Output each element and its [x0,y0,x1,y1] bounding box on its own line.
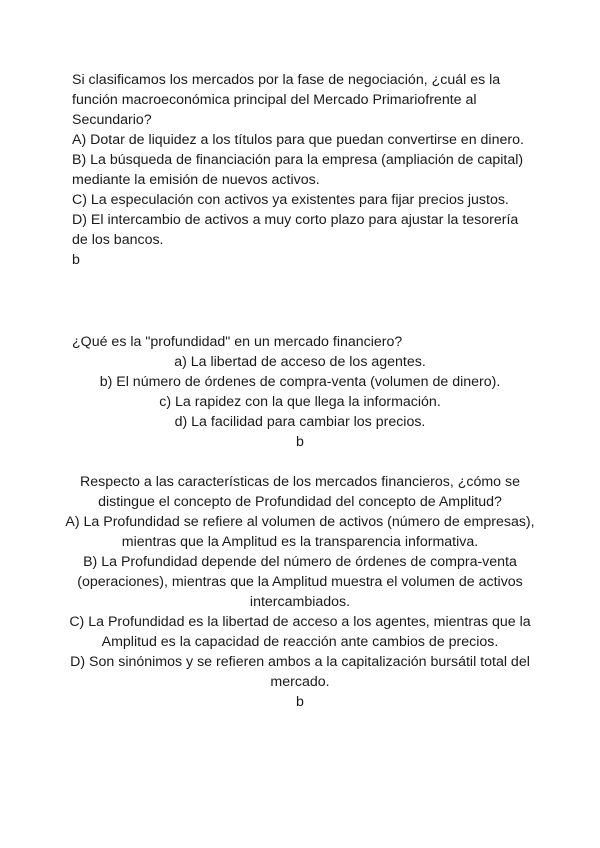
option-d: D) El intercambio de activos a muy corto plazo para ajustar la tesorería de los bancos. [72,212,519,248]
option-a: A) La Profundidad se refiere al volumen de activos (número de empresas), mientras que la Amplitud es la transparencia informativa. [65,514,535,550]
question-text: ¿Qué es la "profundidad" en un mercado financiero? [72,334,403,350]
question-text: Si clasificamos los mercados por la fase de negociación, ¿cuál es la función macroeconómica principal del Mercado Primariofrente al Secundario? [72,72,501,128]
option-a: a) La libertad de acceso de los agentes. [174,354,426,370]
answer-text: b [72,252,80,268]
option-c: c) La rapidez con la que llega la información. [159,394,441,410]
option-d: D) Son sinónimos y se refieren ambos a la capitalización bursátil total del mercado. [70,654,530,690]
option-c: C) La Profundidad es la libertad de acceso a los agentes, mientras que la Amplitud es la capacidad de reacción ante cambios de precios. [69,614,531,650]
option-b: B) La Profundidad depende del número de órdenes de compra-venta (operaciones), mientras que la Amplitud muestra el volumen de activos intercambiados. [77,554,523,610]
option-d: d) La facilidad para cambiar los precios. [174,414,426,430]
answer-text: b [296,434,304,450]
question-block-2 [72,332,532,452]
question-block-3 [62,472,538,712]
option-c: C) La especulación con activos ya existentes para fijar precios justos. [72,192,509,208]
option-b: b) El número de órdenes de compra-venta (volumen de dinero). [99,374,501,390]
option-b: B) La búsqueda de financiación para la empresa (ampliación de capital) mediante la emisión de nuevos activos. [72,152,524,188]
answer-text: b [296,694,304,710]
question-block-1 [72,70,532,270]
option-a: A) Dotar de liquidez a los títulos para que puedan convertirse en dinero. [72,132,524,148]
question-text: Respecto a las características de los mercados financieros, ¿cómo se distingue el concepto de Profundidad del concepto de Amplitud? [80,474,520,510]
